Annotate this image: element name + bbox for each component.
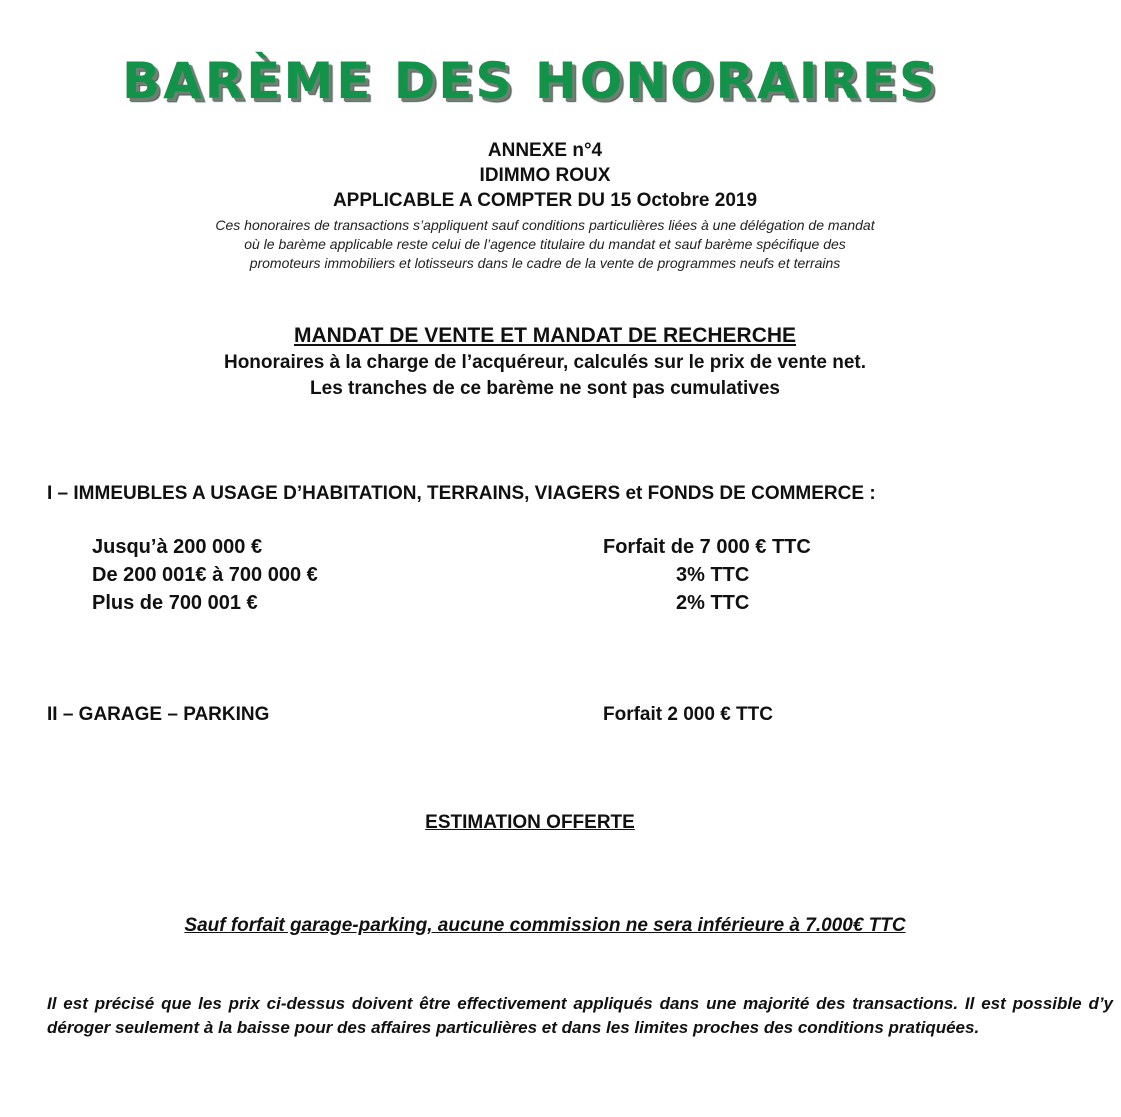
- tier-2-fee: 3% TTC: [676, 564, 750, 586]
- disclaimer-line-3: promoteurs immobiliers et lotisseurs dans le cadre de la vente de programmes neufs et terrains: [249, 255, 841, 271]
- tier-3-range: Plus de 700 001 €: [92, 592, 258, 614]
- tier-1-fee: Forfait de 7 000 € TTC: [603, 536, 811, 558]
- closing-note: Il est précisé que les prix ci-dessus doivent être effectivement appliqués dans une majorité des transactions. Il est possible d’y déroger seulement à la baisse pour des affaires particulières et dans les limites proches des conditions pratiquées.: [47, 994, 1113, 1037]
- estimation-offer: ESTIMATION OFFERTE: [425, 812, 635, 833]
- disclaimer-line-2: où le barème applicable reste celui de l’agence titulaire du mandat et sauf barème spécifique des: [244, 236, 846, 252]
- minimum-commission-note: Sauf forfait garage-parking, aucune commission ne sera inférieure à 7.000€ TTC: [184, 915, 906, 936]
- mandate-title: MANDAT DE VENTE ET MANDAT DE RECHERCHE: [293, 324, 797, 347]
- garage-fee: Forfait 2 000 € TTC: [603, 704, 773, 725]
- section-2-heading: II – GARAGE – PARKING: [47, 704, 270, 725]
- tranches-note: Les tranches de ce barème ne sont pas cumulatives: [310, 378, 780, 399]
- tier-2-range: De 200 001€ à 700 000 €: [92, 564, 318, 586]
- effective-date: APPLICABLE A COMPTER DU 15 Octobre 2019: [332, 190, 758, 211]
- fees-note: Honoraires à la charge de l’acquéreur, calculés sur le prix de vente net.: [223, 352, 867, 373]
- tier-3-fee: 2% TTC: [676, 592, 750, 614]
- annex-number: ANNEXE n°4: [487, 140, 603, 161]
- page-title: BARÈME DES HONORAIRES: [121, 52, 939, 110]
- tier-1-range: Jusqu’à 200 000 €: [92, 536, 263, 558]
- disclaimer-line-1: Ces honoraires de transactions s’appliquent sauf conditions particulières liées à une délégation de mandat: [215, 217, 875, 233]
- section-1-heading: I – IMMEUBLES A USAGE D’HABITATION, TERRAINS, VIAGERS et FONDS DE COMMERCE :: [47, 483, 876, 504]
- agency-name: IDIMMO ROUX: [479, 165, 611, 186]
